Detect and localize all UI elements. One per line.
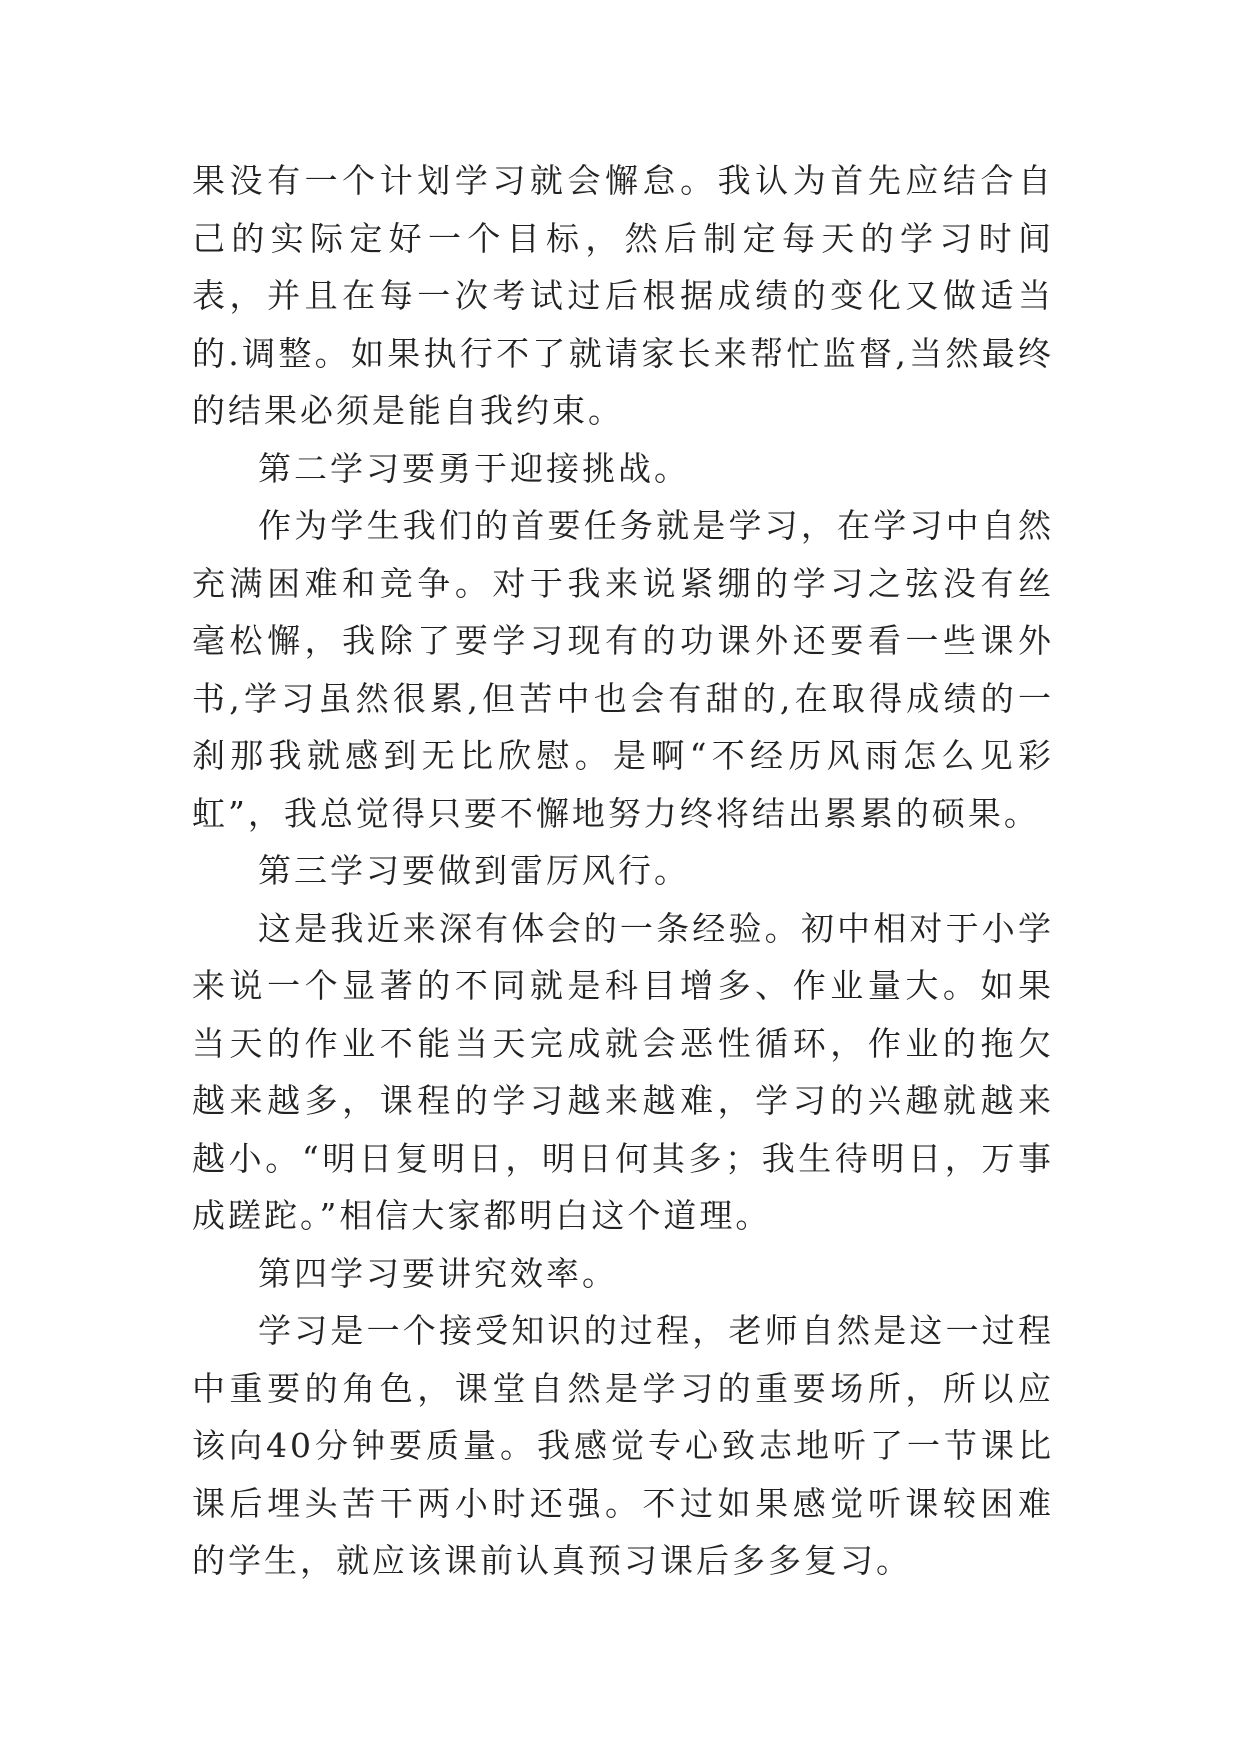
paragraph-promptness: 这是我近来深有体会的一条经验。初中相对于小学来说一个显著的不同就是科目增多、作业量大。如果当天的作业不能当天完成就会恶性循环，作业的拖欠越来越多，课程的学习越来越难，学习的兴趣就越来越小。“明日复明日，明日何其多；我生待明日，万事成蹉跎。”相信大家都明白这个道理。 xyxy=(192,908,1054,1235)
paragraph-challenge: 作为学生我们的首要任务就是学习，在学习中自然充满困难和竞争。对于我来说紧绷的学习之弦没有丝毫松懈，我除了要学习现有的功课外还要看一些课外书,学习虽然很累,但苦中也会有甜的,在取得成绩的一刹那我就感到无比欣慰。是啊“不经历风雨怎么见彩虹”，我总觉得只要不懈地努力终将结出累累的硕果。 xyxy=(192,506,1054,833)
document-body xyxy=(192,152,1054,1590)
heading-third-point: 第三学习要做到雷厉风行。 xyxy=(258,851,690,890)
heading-fourth-point: 第四学习要讲究效率。 xyxy=(258,1253,618,1293)
paragraph-efficiency: 学习是一个接受知识的过程，老师自然是这一过程中重要的角色，课堂自然是学习的重要场所，所以应该向40分钟要质量。我感觉专心致志地听了一节课比课后埋头苦干两小时还强。不过如果感觉听课较困难的学生，就应该课前认真预习课后多多复习。 xyxy=(192,1311,1054,1580)
paragraph-continuation: 果没有一个计划学习就会懈怠。我认为首先应结合自己的实际定好一个目标，然后制定每天的学习时间表，并且在每一次考试过后根据成绩的变化又做适当的.调整。如果执行不了就请家长来帮忙监督,当然最终的结果必须是能自我约束。 xyxy=(192,161,1054,430)
heading-second-point: 第二学习要勇于迎接挑战。 xyxy=(258,448,690,488)
